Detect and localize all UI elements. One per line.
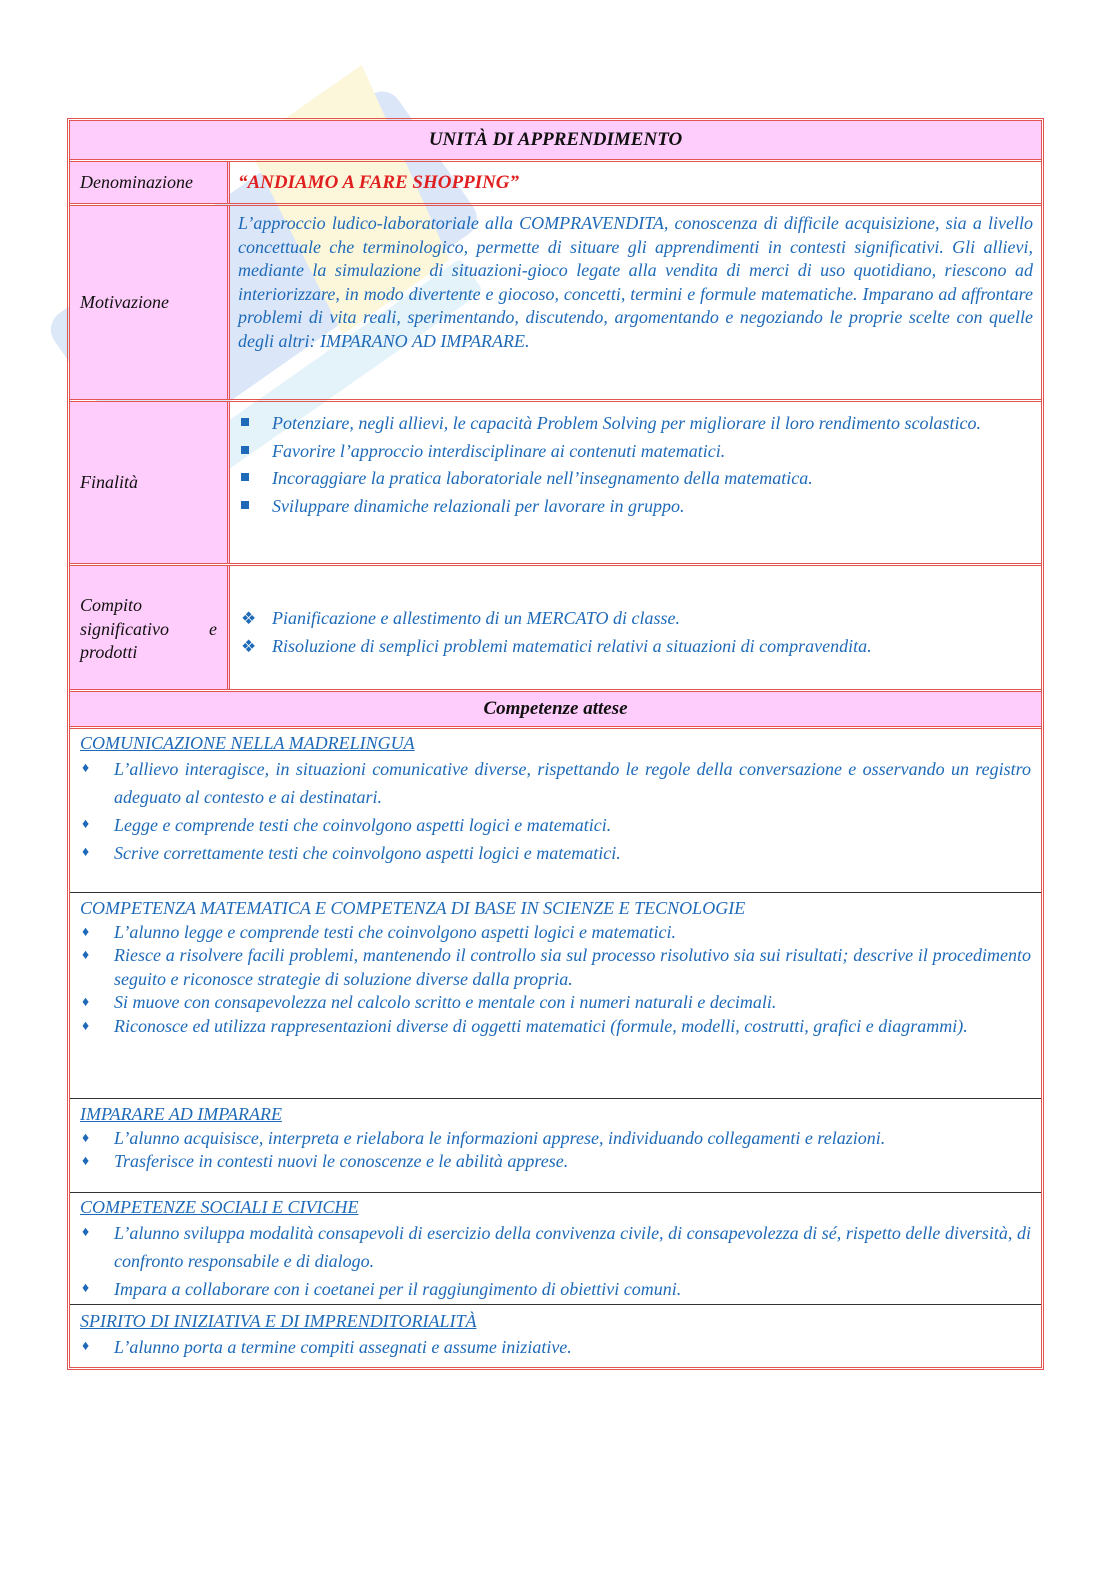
bullet-icon: ♦ <box>82 948 90 963</box>
section-title: COMPETENZE SOCIALI E CIVICHE <box>80 1197 359 1217</box>
finalita-list <box>238 412 1033 518</box>
section-list <box>80 1127 1031 1174</box>
list-item <box>80 1015 1031 1039</box>
list-item-text: L’alunno sviluppa modalità consapevoli di esercizio della convivenza civile, di consapevolezza di sé, rispetto delle diversità, di confronto responsabile e di dialogo. <box>114 1223 1031 1271</box>
section-list <box>80 921 1031 1039</box>
list-item <box>80 1127 1031 1151</box>
section-title: COMUNICAZIONE NELLA MADRELINGUA <box>80 733 415 753</box>
competenza-section <box>70 893 1041 1099</box>
competenze-title: Competenze attese <box>70 692 1041 726</box>
table-title: UNITÀ DI APPRENDIMENTO <box>70 121 1041 159</box>
bullet-icon: ♦ <box>82 995 90 1010</box>
denominazione-row <box>70 162 1041 206</box>
learning-unit-table <box>67 118 1044 1370</box>
list-item-text: Risoluzione di semplici problemi matematici relativi a situazioni di compravendita. <box>272 635 872 656</box>
list-item <box>80 839 1031 867</box>
list-item-text: Riesce a risolvere facili problemi, mantenendo il controllo sia sul processo risolutivo sia sui risultati; descrive il procedimento seguito e riconosce strategie di soluzione diverse dalla propria. <box>114 945 1031 989</box>
list-item <box>80 921 1031 945</box>
section-title: IMPARARE AD IMPARARE <box>80 1104 282 1124</box>
motivazione-label: Motivazione <box>70 206 230 399</box>
list-item-text: Impara a collaborare con i coetanei per il raggiungimento di obiettivi comuni. <box>114 1279 682 1299</box>
list-item <box>80 991 1031 1015</box>
list-item <box>80 1219 1031 1275</box>
compito-cell <box>230 566 1041 689</box>
compito-label-word: e <box>209 618 217 639</box>
section-list <box>80 755 1031 867</box>
bullet-icon: ♦ <box>82 924 90 940</box>
list-item: Potenziare, negli allievi, le capacità Problem Solving per migliorare il loro rendimento scolastico. <box>238 412 1033 436</box>
bullet-icon: ♦ <box>82 1130 90 1146</box>
unit-name: “ANDIAMO A FARE SHOPPING” <box>238 171 520 193</box>
list-item-text: Pianificazione e allestimento di un MERCATO di classe. <box>272 608 680 628</box>
bullet-icon: ♦ <box>82 817 90 832</box>
competenza-section <box>70 1099 1041 1193</box>
section-list <box>80 1219 1031 1303</box>
list-item <box>80 1275 1031 1303</box>
list-item-text: L’alunno porta a termine compiti assegnati e assume iniziative. <box>114 1337 572 1357</box>
competenze-body <box>70 729 1041 1367</box>
compito-label <box>70 566 230 689</box>
bullet-icon: ♦ <box>82 761 90 776</box>
section-list <box>80 1333 1031 1361</box>
compito-label-word: significativo <box>80 618 169 639</box>
list-item <box>80 944 1031 991</box>
bullet-icon: ♦ <box>82 845 90 860</box>
section-title: COMPETENZA MATEMATICA E COMPETENZA DI BASE IN SCIENZE E TECNOLOGIE <box>80 898 746 918</box>
table-header-row <box>70 121 1041 162</box>
list-item-text: L’alunno legge e comprende testi che coinvolgono aspetti logici e matematici. <box>114 921 677 942</box>
bullet-icon: ❖ <box>241 636 257 656</box>
list-item-text: Si muove con consapevolezza nel calcolo scritto e mentale con i numeri naturali e decimali. <box>114 992 777 1012</box>
list-item-text: L’allievo interagisce, in situazioni comunicative diverse, rispettando le regole della conversazione e osservando un registro adeguato al contesto e ai destinatari. <box>114 759 1031 807</box>
compito-row <box>70 566 1041 692</box>
compito-list <box>238 603 872 662</box>
motivazione-row <box>70 206 1041 402</box>
list-item: Incoraggiare la pratica laboratoriale nell’insegnamento della matematica. <box>238 467 1033 491</box>
finalita-row <box>70 402 1041 566</box>
section-title: SPIRITO DI INIZIATIVA E DI IMPRENDITORIALITÀ <box>80 1311 477 1331</box>
compito-label-line <box>80 618 217 642</box>
list-item <box>80 755 1031 811</box>
bullet-icon: ♦ <box>82 1281 90 1296</box>
list-item <box>80 1333 1031 1361</box>
finalita-cell <box>230 402 1041 563</box>
compito-label-line: prodotti <box>80 642 138 662</box>
bullet-icon: ♦ <box>82 1339 90 1354</box>
list-item <box>80 1150 1031 1174</box>
list-item <box>238 607 872 631</box>
bullet-icon: ♦ <box>82 1154 90 1169</box>
list-item-text: L’alunno acquisisce, interpreta e rielabora le informazioni apprese, individuando collegamenti e relazioni. <box>114 1127 886 1148</box>
competenza-section <box>70 1305 1041 1367</box>
denominazione-label: Denominazione <box>70 162 230 203</box>
competenze-header-row <box>70 692 1041 729</box>
motivazione-text: L’approccio ludico-laboratoriale alla COMPRAVENDITA, conoscenza di difficile acquisizione, sia a livello concettuale che terminologico, permette di situare gli apprendimenti in contesti significativi. Gli allievi, mediante la simulazione di situazioni-gioco legate alla vendita di merci di uso quotidiano, riescono ad interiorizzare, in modo divertente e giocoso, concetti, termini e formule matematiche. Imparano ad affrontare problemi di vita reali, sperimentando, discutendo, argomentando e negoziando le proprie scelte con quelle degli altri: IMPARANO AD IMPARARE. <box>238 213 1033 351</box>
bullet-icon: ❖ <box>241 609 257 628</box>
denominazione-cell <box>230 162 1041 203</box>
competenza-section <box>70 1193 1041 1305</box>
list-item-text: Legge e comprende testi che coinvolgono aspetti logici e matematici. <box>114 815 612 835</box>
compito-label-line: Compito <box>80 595 143 615</box>
bullet-icon: ♦ <box>82 1225 90 1240</box>
list-item: Favorire l’approccio interdisciplinare ai contenuti matematici. <box>238 440 1033 464</box>
competenza-section <box>70 729 1041 893</box>
list-item-text: Riconosce ed utilizza rappresentazioni diverse di oggetti matematici (formule, modelli, costrutti, grafici e diagrammi). <box>114 1015 968 1036</box>
list-item <box>238 635 872 659</box>
list-item: Sviluppare dinamiche relazionali per lavorare in gruppo. <box>238 495 1033 519</box>
list-item <box>80 811 1031 839</box>
list-item-text: Scrive correttamente testi che coinvolgono aspetti logici e matematici. <box>114 843 621 863</box>
bullet-icon: ♦ <box>82 1018 90 1034</box>
list-item-text: Trasferisce in contesti nuovi le conoscenze e le abilità apprese. <box>114 1151 569 1171</box>
finalita-label: Finalità <box>70 402 230 563</box>
